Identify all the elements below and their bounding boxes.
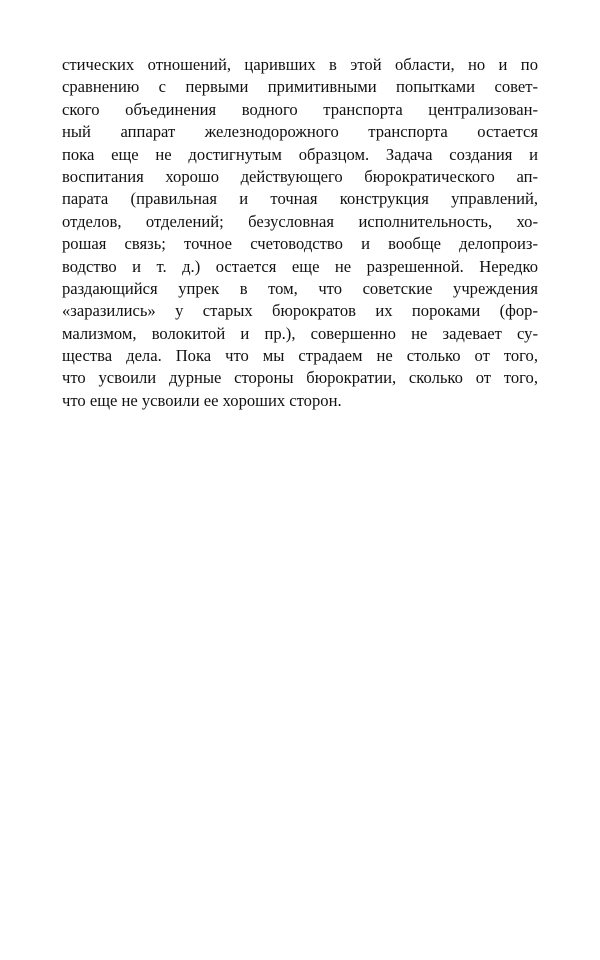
- text-line: сравнению с первыми примитивными попытками совет-: [62, 77, 538, 97]
- text-line: водство и т. д.) остается еще не разрешенной. Нередко: [62, 256, 538, 276]
- text-line: стических отношений, царивших в этой области, но и по: [62, 55, 538, 74]
- text-line: рошая связь; точное счетоводство и вообще делопроиз-: [62, 234, 538, 254]
- text-line: отделов, отделений; безусловная исполнительность, хо-: [62, 211, 538, 231]
- text-line: что усвоили дурные стороны бюрократии, сколько от того,: [62, 368, 538, 388]
- text-line-last: что еще не усвоили ее хороших сторон.: [62, 390, 342, 410]
- text-line: воспитания хорошо действующего бюрократического ап-: [62, 166, 538, 186]
- text-line: раздающийся упрек в том, что советские учреждения: [62, 278, 538, 298]
- text-line: парата (правильная и точная конструкция управлений,: [62, 189, 538, 209]
- text-line: ный аппарат железнодорожного транспорта остается: [62, 122, 538, 142]
- text-line: пока еще не достигнутым образцом. Задача создания и: [62, 144, 538, 164]
- text-line: ского объединения водного транспорта централизован-: [62, 99, 538, 119]
- text-line: щества дела. Пока что мы страдаем не столько от того,: [62, 346, 538, 366]
- text-line: «заразились» у старых бюрократов их пороками (фор-: [62, 301, 538, 321]
- text-line: мализмом, волокитой и пр.), совершенно не задевает су-: [62, 323, 538, 343]
- body-paragraph: [62, 54, 538, 412]
